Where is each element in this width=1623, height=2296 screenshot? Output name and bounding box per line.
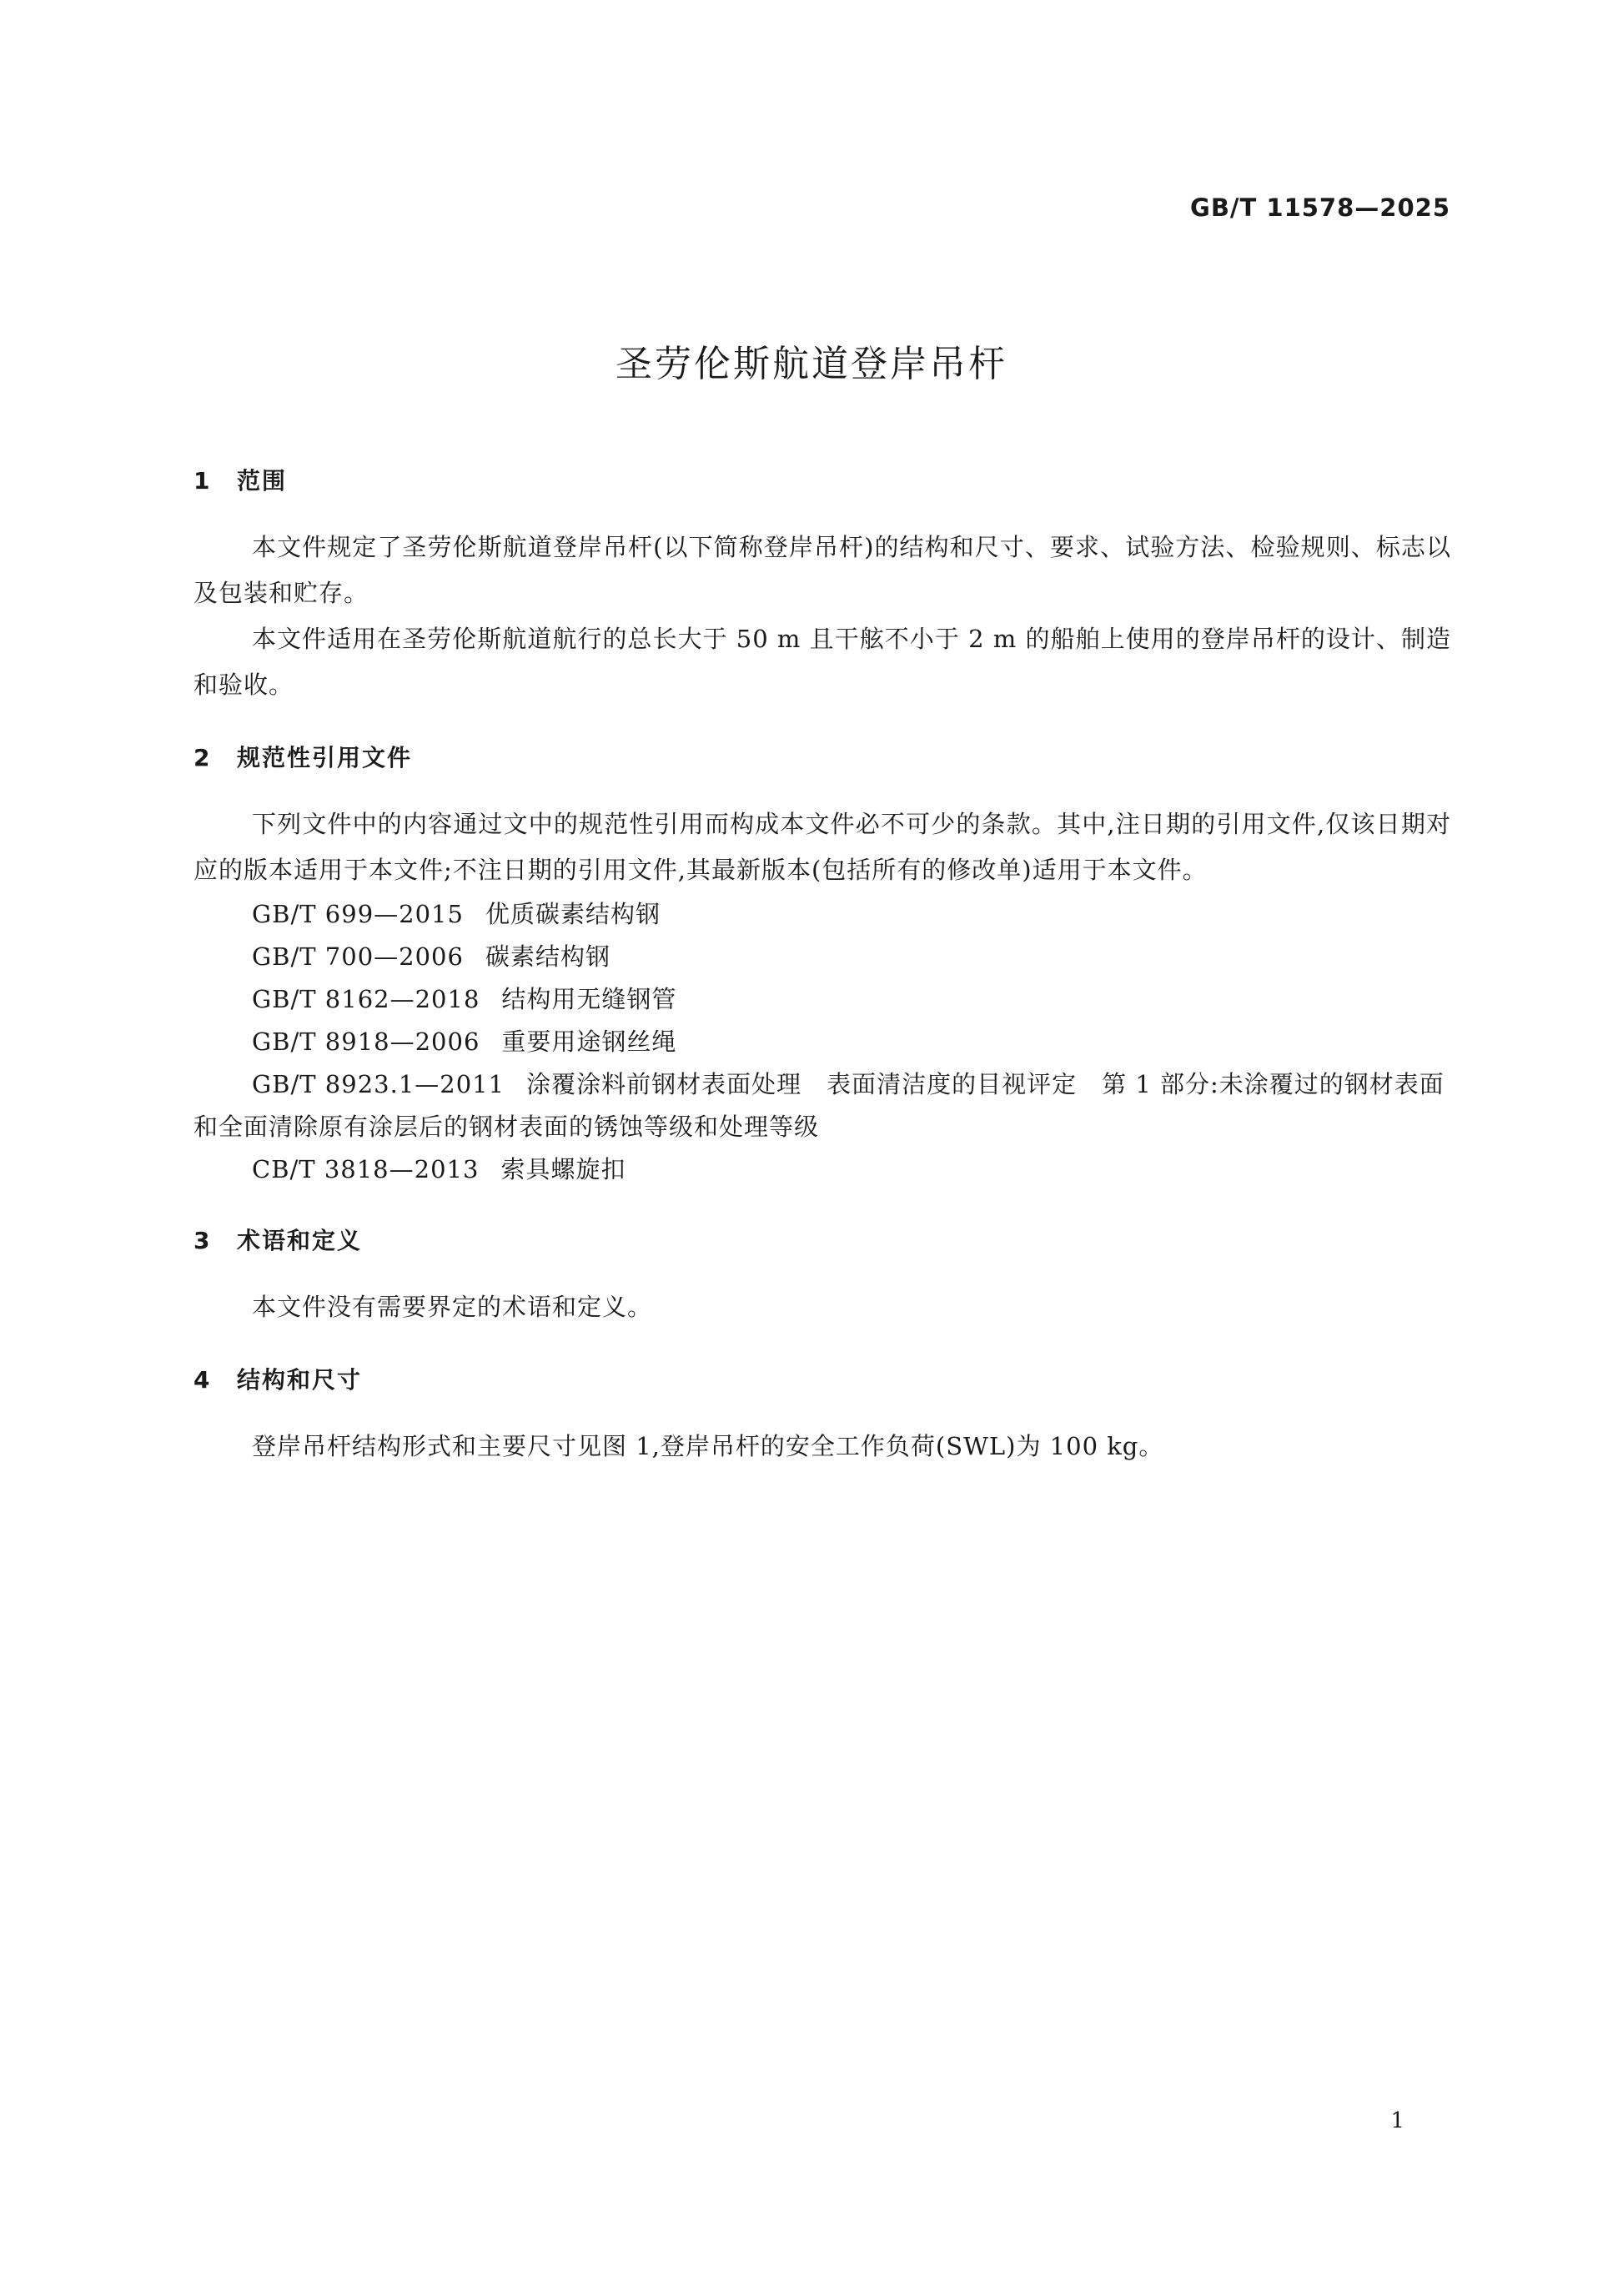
- reference-name: 涂覆涂料前钢材表面处理 表面清洁度的目视评定 第 1 部分:未涂覆过的钢材表面和全面清除原有涂层后的钢材表面的锈蚀等级和处理等级: [193, 1070, 1445, 1141]
- section-number: 1: [193, 467, 212, 495]
- page-number: 1: [1390, 2108, 1404, 2133]
- section-title: 规范性引用文件: [237, 744, 413, 771]
- section-normative-references: [193, 740, 1451, 1191]
- paragraph: 本文件适用在圣劳伦斯航道航行的总长大于 50 m 且干舷不小于 2 m 的船舶上使用的登岸吊杆的设计、制造和验收。: [193, 625, 1451, 699]
- paragraph: 本文件没有需要界定的术语和定义。: [252, 1293, 653, 1321]
- section-number: 4: [193, 1366, 212, 1394]
- document-body: [193, 463, 1451, 1470]
- reference-item: [193, 1063, 1451, 1148]
- section-number: 3: [193, 1227, 212, 1254]
- reference-name: 结构用无缝钢管: [501, 985, 677, 1013]
- reference-code: GB/T 8923.1—2011: [252, 1070, 505, 1098]
- section-number: 2: [193, 744, 212, 771]
- reference-name: 索具螺旋扣: [500, 1155, 626, 1183]
- reference-code: GB/T 699—2015: [252, 900, 464, 928]
- reference-code: GB/T 700—2006: [252, 942, 464, 971]
- section-title: 术语和定义: [237, 1227, 363, 1254]
- paragraph: 下列文件中的内容通过文中的规范性引用而构成本文件必不可少的条款。其中,注日期的引用文件,仅该日期对应的版本适用于本文件;不注日期的引用文件,其最新版本(包括所有的修改单)适用于本文件。: [193, 810, 1451, 884]
- reference-name: 碳素结构钢: [485, 942, 611, 971]
- reference-item: [193, 936, 1451, 978]
- reference-name: 重要用途钢丝绳: [501, 1027, 677, 1056]
- section-structure-dimensions: [193, 1362, 1451, 1470]
- reference-code: GB/T 8162—2018: [252, 985, 480, 1013]
- reference-code: CB/T 3818—2013: [252, 1155, 480, 1183]
- section-terms-definitions: [193, 1223, 1451, 1330]
- reference-name: 优质碳素结构钢: [485, 900, 661, 928]
- section-heading: [193, 463, 1451, 500]
- reference-item: [193, 1021, 1451, 1063]
- reference-code: GB/T 8918—2006: [252, 1027, 480, 1056]
- standard-code: GB/T 11578—2025: [1190, 193, 1450, 222]
- paragraph: 登岸吊杆结构形式和主要尺寸见图 1,登岸吊杆的安全工作负荷(SWL)为 100 kg。: [252, 1432, 1164, 1460]
- section-heading: [193, 1362, 1451, 1399]
- section-title: 结构和尺寸: [237, 1366, 363, 1394]
- reference-item: [193, 978, 1451, 1021]
- section-heading: [193, 1223, 1451, 1259]
- section-title: 范围: [237, 467, 288, 495]
- section-scope: [193, 463, 1451, 708]
- reference-item: [193, 1148, 1451, 1191]
- reference-item: [193, 893, 1451, 936]
- section-heading: [193, 740, 1451, 776]
- document-title: 圣劳伦斯航道登岸吊杆: [616, 343, 1007, 385]
- paragraph: 本文件规定了圣劳伦斯航道登岸吊杆(以下简称登岸吊杆)的结构和尺寸、要求、试验方法、检验规则、标志以及包装和贮存。: [193, 533, 1451, 607]
